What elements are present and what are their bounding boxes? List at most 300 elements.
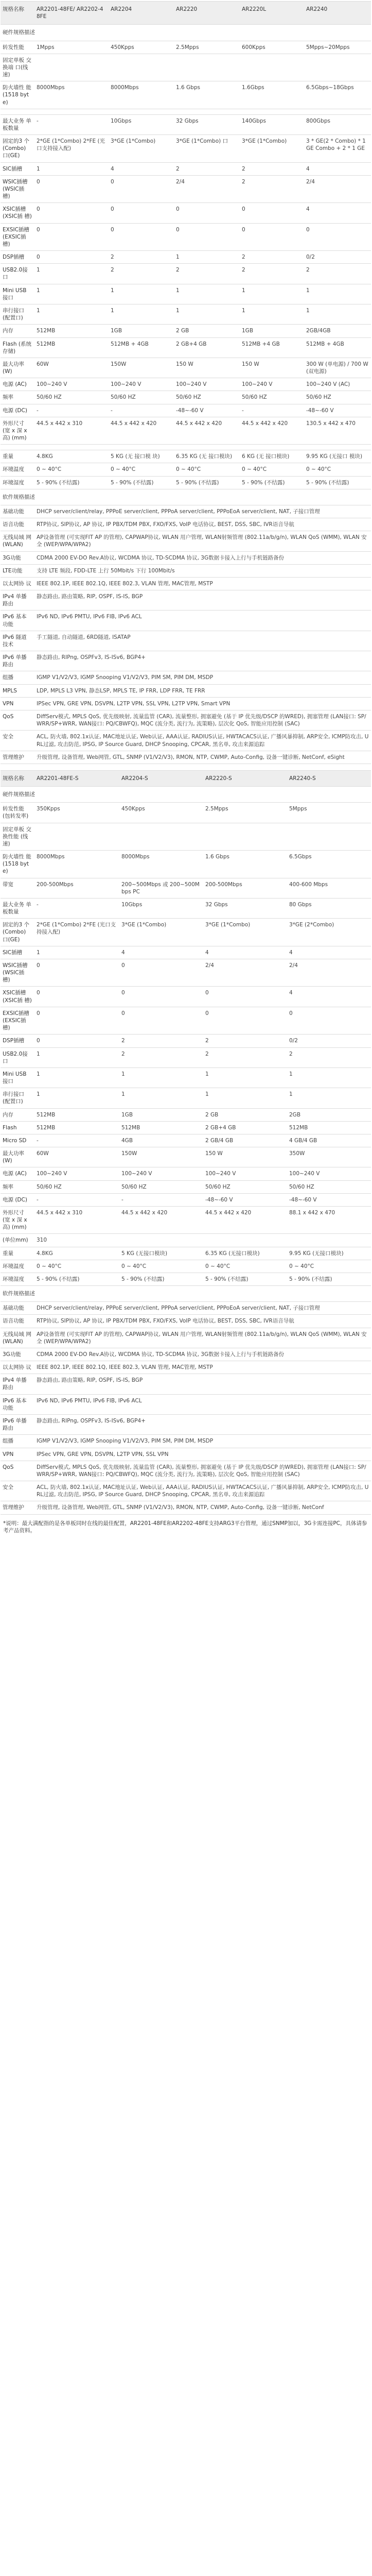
table-row xyxy=(1,284,371,304)
table-cell: 150W xyxy=(109,358,174,378)
table-cell: 150W xyxy=(119,1147,203,1167)
row-label: IPv6 基本 功能 xyxy=(1,611,34,631)
table-row xyxy=(1,878,371,898)
row-label: 语音功能 xyxy=(1,518,34,531)
row-label: SIC插槽 xyxy=(1,162,34,175)
table-cell: 5 - 90% (不结露) xyxy=(34,476,109,489)
row-label: 基础功能 xyxy=(1,505,34,518)
row-value: 静态路由, RIPng, OSPFv3, IS-ISv6, BGP4+ xyxy=(34,1415,371,1435)
table-row xyxy=(1,1247,371,1260)
table-cell xyxy=(119,1234,203,1247)
table-cell: 5Mpps xyxy=(287,803,371,823)
row-label: 管理维护 xyxy=(1,751,34,764)
table-cell: 6.35 KG (无接口模块) xyxy=(203,1247,287,1260)
table-cell: 512MB xyxy=(34,1121,119,1134)
row-label: 环境温度 xyxy=(1,1260,34,1273)
table-cell xyxy=(109,109,174,114)
table-cell: - xyxy=(34,898,119,918)
table-cell: 50/60 HZ xyxy=(304,391,371,404)
row-label: 管理维护 xyxy=(1,1501,34,1514)
table-row xyxy=(1,1234,371,1247)
table-header-cell: AR2201-48FE-S xyxy=(34,770,119,786)
table-row xyxy=(1,505,371,518)
table-cell: 50/60 HZ xyxy=(174,391,240,404)
table-row xyxy=(1,710,371,731)
table-row xyxy=(1,671,371,684)
row-value: 静态路由, 路由策略, RIP, OSPF, IS-IS, BGP xyxy=(34,590,371,611)
table-cell: 0 ~ 40°C xyxy=(240,463,304,476)
table-cell: 200-500Mbps xyxy=(34,878,119,898)
table-cell: 2/4 xyxy=(203,959,287,987)
table-cell: 4GB xyxy=(119,1134,203,1147)
table-cell: 130.5 x 442 x 470 xyxy=(304,417,371,445)
table-cell: 2 GB+4 GB xyxy=(174,337,240,358)
table-cell: 1GB xyxy=(109,325,174,337)
row-label: 环境湿度 xyxy=(1,1273,34,1285)
table-row xyxy=(1,1167,371,1180)
row-value: IPv6 ND, IPv6 PMTU, IPv6 FIB, IPv6 ACL xyxy=(34,1394,371,1414)
section-label: 硬件规格描述 xyxy=(1,25,371,41)
table-cell: 44.5 x 442 x 310 xyxy=(34,1206,119,1234)
table-cell: 5 - 90% (不结露) xyxy=(174,476,240,489)
row-label: 最大功率 (W) xyxy=(1,358,34,378)
row-value: 升级管理, 设备管理, Web网管, GTL, SNMP (V1/V2/V3), RMON, NTP, CWMP, Auto-Config, 设备一键诊断, NetConf xyxy=(34,1501,371,1514)
table-row xyxy=(1,1302,371,1315)
row-label: USB2.0接 口 xyxy=(1,264,34,284)
table-cell: -48~-60 V xyxy=(174,404,240,417)
table-cell: 0 xyxy=(240,203,304,223)
table-cell: 400-600 Mbps xyxy=(287,878,371,898)
row-label: 转发性能 xyxy=(1,41,34,54)
table-cell: 8000Mbps xyxy=(119,851,203,878)
table-cell: 1 xyxy=(34,946,119,959)
table-cell: 4 xyxy=(304,203,371,223)
table-cell: 0 ~ 40°C xyxy=(109,463,174,476)
row-value: RTP协议, SIP协议, AP 协议, IP PBX/TDM PBX, FXO/FXS, VoIP 电话协议, BEST, DSS, SBC, IVR语音导航 xyxy=(34,1315,371,1328)
table-header-cell: AR2204 xyxy=(109,2,174,25)
row-label: 组播 xyxy=(1,671,34,684)
table-cell: 1 xyxy=(34,1047,119,1067)
row-label: 防火墙性 能 (1518 byte) xyxy=(1,851,34,878)
table-cell: 4 xyxy=(287,946,371,959)
table-cell: 310 xyxy=(34,1234,119,1247)
table-header-row xyxy=(1,770,371,786)
row-label: 以太网协 议 xyxy=(1,577,34,590)
table-cell: 1 xyxy=(287,1088,371,1108)
table-cell: 0 xyxy=(174,223,240,251)
row-label: 基础功能 xyxy=(1,1302,34,1315)
table-cell: 2 GB xyxy=(203,1108,287,1121)
row-label: Micro SD xyxy=(1,1134,34,1147)
table-cell: 5Mpps~20Mpps xyxy=(304,41,371,54)
row-label: 内存 xyxy=(1,325,34,337)
table-cell: 5 - 90% (不结露) xyxy=(304,476,371,489)
table-cell: 44.5 x 442 x 420 xyxy=(203,1206,287,1234)
row-label: Mini USB 接口 xyxy=(1,284,34,304)
row-label: XSIC插槽 (XSIC插 槽) xyxy=(1,987,34,1007)
row-label xyxy=(1,445,34,450)
table-row xyxy=(1,1147,371,1167)
table-cell: - xyxy=(240,404,304,417)
section-row xyxy=(1,1286,371,1302)
table-cell: 1 xyxy=(34,162,109,175)
table-cell: 1 xyxy=(203,1088,287,1108)
table-cell: - xyxy=(34,114,109,134)
table-cell: - xyxy=(109,404,174,417)
row-label: IPv4 单播 路由 xyxy=(1,1374,34,1394)
table-cell: 200~500Mbps 或 200~500Mbps PC xyxy=(119,878,203,898)
table-cell xyxy=(304,445,371,450)
row-label: 无线局域 网 (WLAN) xyxy=(1,531,34,551)
table-cell: 88.1 x 442 x 470 xyxy=(287,1206,371,1234)
table-cell: 4 xyxy=(203,946,287,959)
table-cell: 0 xyxy=(34,959,119,987)
table-cell: 4 GB/4 GB xyxy=(287,1134,371,1147)
row-value: ACL, 防火墙, 802.1x认证, MAC地址认证, Web认证, AAA认证, RADIUS认证, HWTACACS认证, 广播风暴抑制, ARP安全, ICMP防攻击, URL过滤, 攻击防范, IPSG, IP Source Guard, DHCP Snooping, CPCAR, 黑名单, 攻击来源追踪 xyxy=(34,1481,371,1501)
table-row xyxy=(1,1481,371,1501)
table-cell: -48~-60 V xyxy=(203,1193,287,1206)
table-cell: 4.8KG xyxy=(34,1247,119,1260)
table-row xyxy=(1,611,371,631)
table-cell: 1 xyxy=(34,304,109,324)
row-label: DSP插槽 xyxy=(1,1035,34,1047)
row-label: 组播 xyxy=(1,1435,34,1448)
table-cell: 6.5Gbps xyxy=(287,851,371,878)
row-label: QoS xyxy=(1,1461,34,1481)
table-cell: 0 xyxy=(203,987,287,1007)
table-cell: 50/60 HZ xyxy=(119,1180,203,1193)
table-cell: 2 xyxy=(240,162,304,175)
table-row xyxy=(1,1415,371,1435)
table-cell: 0 xyxy=(34,251,109,264)
table-cell xyxy=(203,823,287,851)
table-cell: 512MB xyxy=(34,1108,119,1121)
table-cell: 1 xyxy=(240,304,304,324)
table-cell: 512MB + 4GB xyxy=(109,337,174,358)
table-cell: 3*GE (2*Combo) xyxy=(287,919,371,946)
table-cell xyxy=(34,823,119,851)
table-row xyxy=(1,54,371,81)
table-cell: 0 xyxy=(174,203,240,223)
table-cell: 0 ~ 40°C xyxy=(287,1260,371,1273)
row-label: 重量 xyxy=(1,1247,34,1260)
table-cell: 4 xyxy=(304,162,371,175)
table-row xyxy=(1,114,371,134)
table-cell: 2 GB xyxy=(174,325,240,337)
table-cell: 300 W (单电源) / 700 W (双电源) xyxy=(304,358,371,378)
row-label: QoS xyxy=(1,710,34,731)
table-cell: 1 xyxy=(34,1088,119,1108)
table-row xyxy=(1,1047,371,1067)
table-row xyxy=(1,251,371,264)
table-cell: 2 xyxy=(240,175,304,203)
table-header-cell: AR2204-S xyxy=(119,770,203,786)
table-cell: 450Kpps xyxy=(119,803,203,823)
table-cell: 32 Gbps xyxy=(174,114,240,134)
row-label: 3G功能 xyxy=(1,551,34,564)
table-cell: 50/60 HZ xyxy=(287,1180,371,1193)
table-cell: 1 xyxy=(34,1067,119,1088)
row-value: ACL, 防火墙, 802.1x认证, MAC地址认证, Web认证, AAA认证, RADIUS认证, HWTACACS认证, 广播风暴抑制, ARP安全, ICMP防攻击, URL过滤, 攻击防范, IPSG, IP Source Guard, DHCP Snooping, CPCAR, 黑名单, 攻击来源追踪 xyxy=(34,731,371,751)
row-label: EXSIC插槽 (EXSIC插 槽) xyxy=(1,223,34,251)
table-header-cell: AR2220-S xyxy=(203,770,287,786)
table-cell: 6 KG (无 接口模块) xyxy=(240,450,304,463)
table-cell: 0 xyxy=(34,987,119,1007)
table-row xyxy=(1,1088,371,1108)
table-cell: 3*GE (1*Combo) 口 xyxy=(174,135,240,163)
table-row xyxy=(1,1273,371,1285)
table-cell: 1.6 Gbps xyxy=(203,851,287,878)
table-row xyxy=(1,823,371,851)
table-cell: 5 - 90% (不结露) xyxy=(119,1273,203,1285)
table-cell: 100~240 V xyxy=(119,1167,203,1180)
table-cell: 0 ~ 40°C xyxy=(304,463,371,476)
row-label: 固定的3 个(Combo) 口(GE) xyxy=(1,919,34,946)
table-row xyxy=(1,1134,371,1147)
row-value: DHCP server/client/relay, PPPoE server/client, PPPoA server/client, PPPoEoA server/client, NAT, 子接口管理 xyxy=(34,1302,371,1315)
row-label: IPv6 单播 路由 xyxy=(1,1415,34,1435)
table-cell: 2.5Mpps xyxy=(174,41,240,54)
table-cell: 0 xyxy=(109,223,174,251)
table-row xyxy=(1,135,371,163)
table-cell: 2 xyxy=(119,1035,203,1047)
row-value: CDMA 2000 EV-DO Rev.A协议, WCDMA 协议, TD-SCDMA 协议, 3G数据卡接入上行与手机链路备份 xyxy=(34,1348,371,1361)
table-cell: 0 xyxy=(119,1007,203,1035)
row-label: 以太网协 议 xyxy=(1,1361,34,1374)
footnote: *说明：最大满配指的是各单板同时在线的最佳配置，AR2201-48FE和AR2202-48FE支持ARG3平台管理，通过SNMP加以，3G卡需连接PC，具体请参考产品资料。 xyxy=(3,1520,367,1534)
table-cell: 44.5 x 442 x 310 xyxy=(34,417,109,445)
table-row xyxy=(1,463,371,476)
row-label: 防火墙性 能 (1518 byte) xyxy=(1,81,34,109)
table-cell: 44.5 x 442 x 420 xyxy=(119,1206,203,1234)
section-row xyxy=(1,489,371,505)
table-cell: 1 xyxy=(34,284,109,304)
table-row xyxy=(1,1374,371,1394)
table-cell: 512MB +4 GB xyxy=(240,337,304,358)
table-row xyxy=(1,1348,371,1361)
table-cell: 2 xyxy=(119,1047,203,1067)
table-cell: 1GB xyxy=(240,325,304,337)
table-cell: 512MB xyxy=(34,325,109,337)
table-row xyxy=(1,751,371,764)
row-label: MPLS xyxy=(1,684,34,697)
table-row xyxy=(1,1361,371,1374)
table-cell: 100~240 V xyxy=(240,378,304,391)
table-cell: 2 xyxy=(174,264,240,284)
row-label: (单位mm) xyxy=(1,1234,34,1247)
row-label: WSIC插槽 (WSIC插 槽) xyxy=(1,959,34,987)
table-cell: 60W xyxy=(34,358,109,378)
table-cell: 0 xyxy=(34,223,109,251)
table-row xyxy=(1,1121,371,1134)
table-cell: 3*GE (1*Combo) xyxy=(240,135,304,163)
table-cell: 1 xyxy=(174,304,240,324)
table-row xyxy=(1,1461,371,1481)
table-cell: 1GB xyxy=(119,1108,203,1121)
table-cell: 2 xyxy=(174,162,240,175)
table-cell xyxy=(174,54,240,81)
table-cell: 350Kpps xyxy=(34,803,119,823)
table-cell: 50/60 HZ xyxy=(34,1180,119,1193)
table-cell xyxy=(304,109,371,114)
row-label: 最大业务 单板数量 xyxy=(1,898,34,918)
row-value: 支持 LTE 频段, FDD-LTE 上行 50Mbit/s 下行 100Mbit/s xyxy=(34,564,371,577)
table-cell: 512MB xyxy=(287,1121,371,1134)
table-cell: 9.95 KG (无接口模块) xyxy=(287,1247,371,1260)
table-row xyxy=(1,731,371,751)
table-cell: 2 xyxy=(203,1047,287,1067)
table-cell: 0 xyxy=(287,1007,371,1035)
table-cell xyxy=(287,823,371,851)
table-cell: 2 xyxy=(240,251,304,264)
table-row xyxy=(1,1193,371,1206)
table-cell: 200-500Mbps xyxy=(203,878,287,898)
row-value: 升级管理, 设备管理, Web网管, GTL, SNMP (V1/V2/V3), RMON, NTP, CWMP, Auto-Config, 设备一键诊断, NetConf, eSight xyxy=(34,751,371,764)
table-cell: 4 xyxy=(119,946,203,959)
row-label: 环境温度 xyxy=(1,463,34,476)
table-cell: 0 xyxy=(109,203,174,223)
table-row xyxy=(1,203,371,223)
table-row xyxy=(1,304,371,324)
table-row xyxy=(1,919,371,946)
table-cell: 8000Mbps xyxy=(34,851,119,878)
table-header-cell: AR2201-48FE/ AR2202-48FE xyxy=(34,2,109,25)
row-value: 静态路由, RIPng, OSPFv3, IS-ISv6, BGP4+ xyxy=(34,651,371,671)
row-label: 重量 xyxy=(1,450,34,463)
table-cell: 150 W xyxy=(240,358,304,378)
row-label: Flash (系统 存储) xyxy=(1,337,34,358)
table-cell: 3*GE (1*Combo) xyxy=(203,919,287,946)
table-header-row xyxy=(1,2,371,25)
table-row xyxy=(1,358,371,378)
table-cell: 2 xyxy=(240,264,304,284)
row-label: IPv6 隧道 技术 xyxy=(1,631,34,651)
table-row xyxy=(1,476,371,489)
table-cell: 1 xyxy=(240,284,304,304)
table-row xyxy=(1,577,371,590)
row-label: XSIC插槽 (XSIC插 槽) xyxy=(1,203,34,223)
table-cell xyxy=(34,109,109,114)
table-cell: 2*GE (1*Combo) 2*FE (光口支持接入配) xyxy=(34,919,119,946)
table-cell: 0 xyxy=(34,1007,119,1035)
table-cell: 6.35 KG (无 接口模块) xyxy=(174,450,240,463)
table-cell: 0 xyxy=(119,959,203,987)
row-label: 环境湿度 xyxy=(1,476,34,489)
table-cell: 10Gbps xyxy=(119,898,203,918)
table-row xyxy=(1,417,371,445)
section-row xyxy=(1,787,371,803)
table-cell: 1 xyxy=(119,1067,203,1088)
table-cell: 450Kpps xyxy=(109,41,174,54)
row-label: 安全 xyxy=(1,731,34,751)
table-cell: 512MB xyxy=(119,1121,203,1134)
table-cell: 44.5 x 442 x 420 xyxy=(109,417,174,445)
table-cell: 1.6 Gbps xyxy=(174,81,240,109)
table-row xyxy=(1,590,371,611)
table-cell: -48~-60 V xyxy=(304,404,371,417)
row-label: 固定单板 交换端 口(线速) xyxy=(1,54,34,81)
row-value: IEEE 802.1P, IEEE 802.1Q, IEEE 802.3, VLAN 管理, MAC管理, MSTP xyxy=(34,1361,371,1374)
table-cell: 2*GE (1*Combo) 2*FE (光口支持接入配) xyxy=(34,135,109,163)
table-cell: 5 - 90% (不结露) xyxy=(287,1273,371,1285)
table-cell xyxy=(304,54,371,81)
table-header-cell: 规格名称 xyxy=(1,2,34,25)
table-cell xyxy=(240,445,304,450)
row-value: IGMP V1/V2/V3, IGMP Snooping V1/V2/V3, PIM SM, PIM DM, MSDP xyxy=(34,1435,371,1448)
table-cell xyxy=(203,1234,287,1247)
row-label: LTE功能 xyxy=(1,564,34,577)
section-label: 软件规格描述 xyxy=(1,489,371,505)
table-row xyxy=(1,41,371,54)
spec-table-ar2200-s xyxy=(1,770,371,1515)
row-label: Mini USB 接口 xyxy=(1,1067,34,1088)
table-cell: 4 xyxy=(287,987,371,1007)
table-cell: 350W xyxy=(287,1147,371,1167)
table-row xyxy=(1,898,371,918)
table-cell: 0/2 xyxy=(304,251,371,264)
table-cell xyxy=(34,54,109,81)
row-label: 电源 (DC) xyxy=(1,1193,34,1206)
table-row xyxy=(1,404,371,417)
row-value: IPSec VPN, GRE VPN, DSVPN, L2TP VPN, SSL VPN xyxy=(34,1448,371,1461)
table-cell: 2GB/4GB xyxy=(304,325,371,337)
table-row xyxy=(1,325,371,337)
table-cell: -48~-60 V xyxy=(287,1193,371,1206)
table-cell: 140Gbps xyxy=(240,114,304,134)
table-cell: 0 xyxy=(240,223,304,251)
table-row xyxy=(1,378,371,391)
table-row xyxy=(1,651,371,671)
table-cell xyxy=(174,445,240,450)
row-label: IPv4 单播 路由 xyxy=(1,590,34,611)
table-cell: 1 xyxy=(109,304,174,324)
table-cell: 1 xyxy=(174,251,240,264)
table-cell: 0 ~ 40°C xyxy=(203,1260,287,1273)
row-label: 语音功能 xyxy=(1,1315,34,1328)
table-cell: 80 Gbps xyxy=(287,898,371,918)
row-label: DSP插槽 xyxy=(1,251,34,264)
table-header-cell: AR2220 xyxy=(174,2,240,25)
table-cell: 2 xyxy=(287,1047,371,1067)
table-cell: 6.5Gbps~18Gbps xyxy=(304,81,371,109)
table-row xyxy=(1,1067,371,1088)
table-cell: 8000Mbps xyxy=(109,81,174,109)
table-cell xyxy=(174,109,240,114)
row-label: 电源 (AC) xyxy=(1,378,34,391)
table-row xyxy=(1,684,371,697)
table-row xyxy=(1,264,371,284)
table-cell: 2 GB/4 GB xyxy=(203,1134,287,1147)
row-label: 串行接口 (配置口) xyxy=(1,1088,34,1108)
row-label: 固定的3 个(Combo) 口(GE) xyxy=(1,135,34,163)
table-header-cell: AR2240 xyxy=(304,2,371,25)
table-cell: 0/2 xyxy=(287,1035,371,1047)
row-value: LDP, MPLS L3 VPN, 静态LSP, MPLS TE, IP FRR, LDP FRR, TE FRR xyxy=(34,684,371,697)
table-cell: 50/60 HZ xyxy=(203,1180,287,1193)
table-header-cell: 规格名称 xyxy=(1,770,34,786)
table-cell: 32 Gbps xyxy=(203,898,287,918)
table-row xyxy=(1,450,371,463)
table-cell: 0 xyxy=(119,987,203,1007)
row-label: IPv6 基本 功能 xyxy=(1,1394,34,1414)
table-cell: 600Kpps xyxy=(240,41,304,54)
table-row xyxy=(1,1435,371,1448)
row-label: 串行接口 (配置口) xyxy=(1,304,34,324)
row-label: 带宽 xyxy=(1,878,34,898)
table-cell: 50/60 HZ xyxy=(240,391,304,404)
table-cell: 4.8KG xyxy=(34,450,109,463)
table-cell: 100~240 V xyxy=(34,1167,119,1180)
